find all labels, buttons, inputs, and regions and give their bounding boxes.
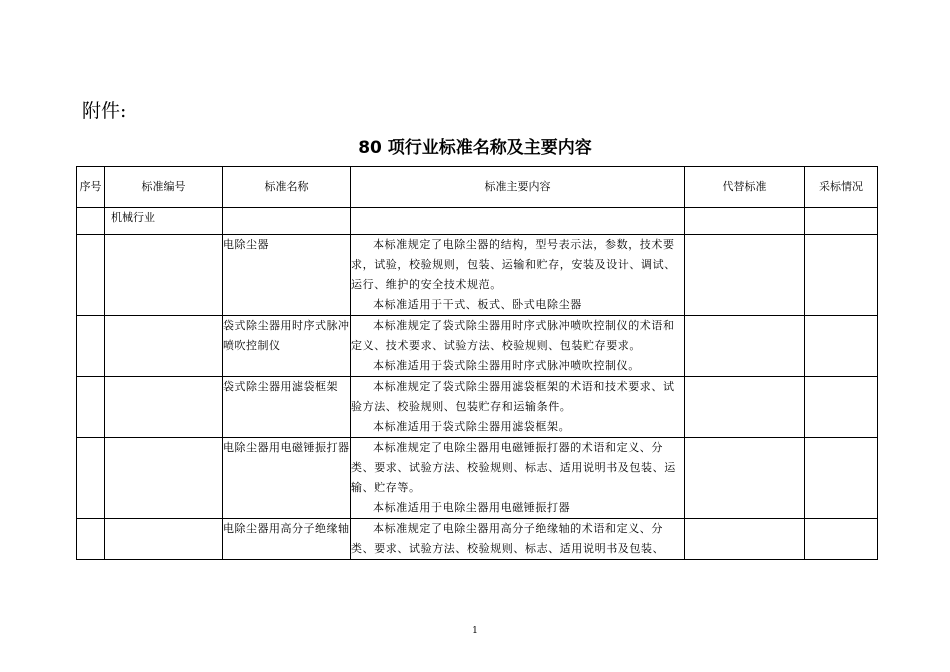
seq-cell (77, 235, 105, 316)
standard-name: 电除尘器 (223, 235, 351, 316)
table-row (77, 316, 878, 377)
table-row (77, 438, 878, 519)
replaces-cell (685, 519, 805, 560)
header-adoption: 采标情况 (805, 167, 878, 208)
adoption-cell (805, 438, 878, 519)
seq-cell (77, 316, 105, 377)
seq-cell (77, 438, 105, 519)
code-cell (105, 377, 223, 438)
standard-content (351, 235, 685, 316)
header-code: 标准编号 (105, 167, 223, 208)
document-title: 80 项行业标准名称及主要内容 (358, 138, 592, 158)
standard-content (351, 316, 685, 377)
content-paragraph: 本标准适用于干式、板式、卧式电除尘器 (373, 298, 582, 311)
standards-table (76, 166, 878, 560)
content-paragraph: 本标准适用于袋式除尘器用时序式脉冲喷吹控制仪。 (373, 359, 640, 372)
content-paragraph: 本标准规定了电除尘器的结构，型号表示法，参数，技术要求，试验，校验规则，包装、运输和贮存，安装及设计、调试、运行、维护的安全技术规范。 (351, 238, 676, 291)
replaces-cell (685, 377, 805, 438)
table-row (77, 377, 878, 438)
adoption-cell (805, 377, 878, 438)
standard-content (351, 438, 685, 519)
content-paragraph: 本标准适用于电除尘器用电磁锤振打器 (373, 501, 571, 514)
standard-name: 电除尘器用电磁锤振打器 (223, 438, 351, 519)
replaces-cell (685, 438, 805, 519)
standard-content (351, 519, 685, 560)
content-paragraph: 本标准规定了袋式除尘器用滤袋框架的术语和技术要求、试验方法、校验规则、包装贮存和运输条件。 (351, 380, 675, 413)
section-empty-cell (805, 208, 878, 235)
page-number: 1 (472, 626, 478, 636)
code-cell (105, 316, 223, 377)
content-paragraph: 本标准规定了电除尘器用高分子绝缘轴的术语和定义、分类、要求、试验方法、校验规则、标志、适用说明书及包装、 (351, 522, 665, 555)
content-paragraph: 本标准规定了袋式除尘器用时序式脉冲喷吹控制仪的术语和定义、技术要求、试验方法、校验规则、包装贮存要求。 (351, 319, 675, 352)
standard-content (351, 377, 685, 438)
header-seq: 序号 (77, 167, 105, 208)
standard-name: 电除尘器用高分子绝缘轴 (223, 519, 351, 560)
section-empty-cell (223, 208, 351, 235)
attachment-label: 附件: (82, 100, 127, 122)
section-seq-cell (77, 208, 105, 235)
seq-cell (77, 377, 105, 438)
section-empty-cell (351, 208, 685, 235)
table-row (77, 235, 878, 316)
seq-cell (77, 519, 105, 560)
standard-name: 袋式除尘器用时序式脉冲喷吹控制仪 (223, 316, 351, 377)
header-content: 标准主要内容 (351, 167, 685, 208)
section-label: 机械行业 (105, 208, 223, 235)
header-replaces: 代替标准 (685, 167, 805, 208)
adoption-cell (805, 235, 878, 316)
replaces-cell (685, 235, 805, 316)
content-paragraph: 本标准适用于袋式除尘器用滤袋框架。 (373, 420, 571, 433)
table-row (77, 519, 878, 560)
code-cell (105, 519, 223, 560)
table-header-row (77, 167, 878, 208)
replaces-cell (685, 316, 805, 377)
adoption-cell (805, 519, 878, 560)
code-cell (105, 235, 223, 316)
section-row (77, 208, 878, 235)
code-cell (105, 438, 223, 519)
adoption-cell (805, 316, 878, 377)
header-name: 标准名称 (223, 167, 351, 208)
section-empty-cell (685, 208, 805, 235)
content-paragraph: 本标准规定了电除尘器用电磁锤振打器的术语和定义、分类、要求、试验方法、校验规则、标志、适用说明书及包装、运输、贮存等。 (351, 441, 676, 494)
standard-name: 袋式除尘器用滤袋框架 (223, 377, 351, 438)
